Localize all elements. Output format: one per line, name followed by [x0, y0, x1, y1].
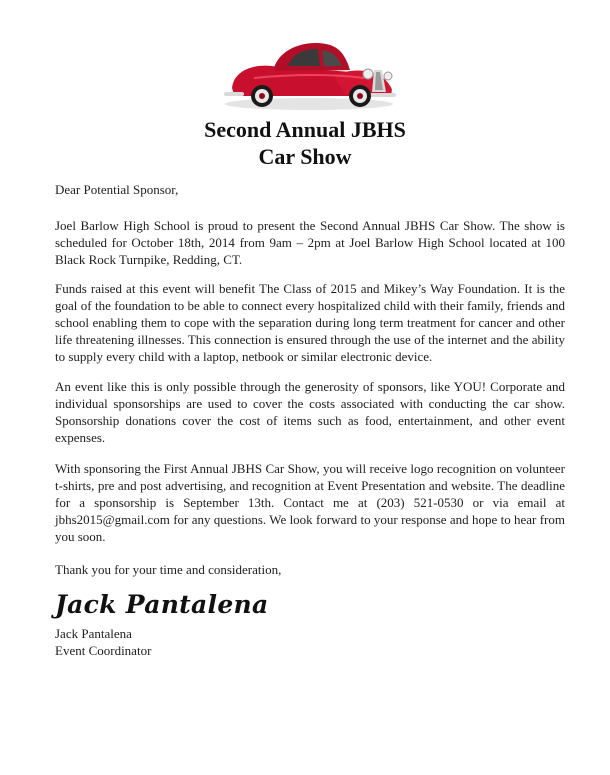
salutation: Dear Potential Sponsor, [55, 182, 179, 197]
paragraph-benefits: With sponsoring the First Annual JBHS Car Show, you will receive logo recognition on volunteer t-shirts, pre and post advertising, and recognition at Event Presentation and website. The deadline for a sponsorship is September 13th. Contact me at (203) 521-0530 or via email at jbhs2015@gmail.com for any questions. We look forward to your response and hope to hear from you soon. [55, 461, 565, 544]
page-title-line-2: Car Show [258, 144, 352, 169]
paragraph-intro: Joel Barlow High School is proud to present the Second Annual JBHS Car Show. The show is scheduled for October 18th, 2014 from 9am – 2pm at Joel Barlow High School located at 100 Black Rock Turnpike, Redding, CT. [55, 218, 565, 267]
paragraph-foundation: Funds raised at this event will benefit The Class of 2015 and Mikey’s Way Foundation. It is the goal of the foundation to be able to connect every hospitalized child with their family, friends and school enabling them to cope with the separation during long term treatment for cancer and other life threatening illnesses. This connection is ensured through the use of the internet and the ability to supply every child with a laptop, netbook or similar electronic device. [55, 281, 565, 364]
signer-name: Jack Pantalena [55, 626, 132, 641]
signer-title: Event Coordinator [55, 643, 152, 658]
red-classic-car-illustration [214, 30, 400, 112]
page-title-line-1: Second Annual JBHS [204, 117, 406, 142]
handwritten-signature: Jack Pantalena [55, 590, 269, 619]
paragraph-sponsors: An event like this is only possible through the generosity of sponsors, like YOU! Corporate and individual sponsorships are used to cover the costs associated with conducting the car show. Sponsorship donations cover the cost of items such as food, entertainment, and other event expenses. [55, 379, 565, 445]
closing-line: Thank you for your time and consideration, [55, 562, 282, 577]
